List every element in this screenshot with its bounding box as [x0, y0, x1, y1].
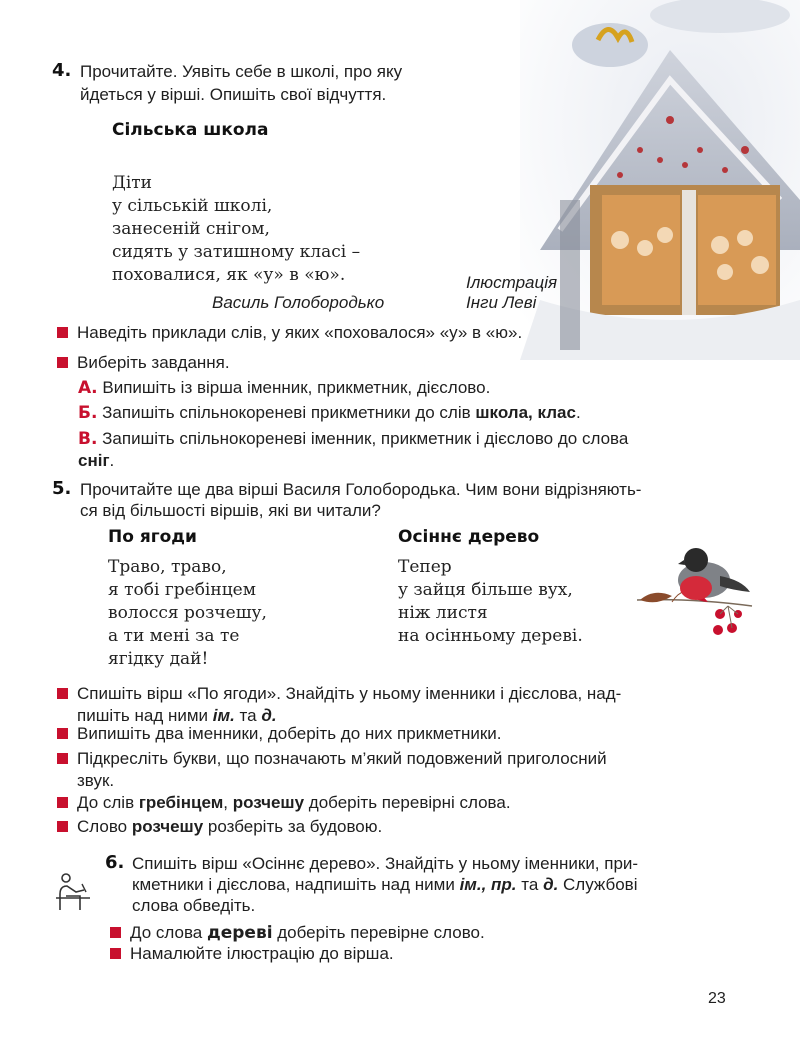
task-4-line-2: йдеться у вірші. Опишіть свої відчуття.	[80, 85, 387, 104]
task-5-bullet-3: Підкресліть букви, що позначають м’який подовжений приголосний звук.	[57, 748, 749, 792]
task-4-bullet-1: Наведіть приклади слів, у яких «поховалося» «у» в «ю».	[57, 322, 522, 344]
task-5-bullet-2: Випишіть два іменники, доберіть до них прикметники.	[57, 723, 502, 745]
poem-2-line-5: ягідку дай!	[108, 649, 209, 669]
task-6-number: 6.	[105, 852, 125, 873]
option-v-letter: В.	[78, 429, 98, 449]
poem-1-line-4: сидять у затишному класі –	[112, 242, 361, 262]
task-4-bullet-2: Виберіть завдання.	[57, 352, 230, 374]
poem-2-line-3: волосся розчешу,	[108, 603, 267, 623]
task-6-line-2: кметники і дієслова, надпишіть над ними ім., пр. та д. Службові	[132, 875, 638, 894]
option-a: А. Випишіть із вірша іменник, прикметник, дієслово.	[78, 378, 491, 398]
poem-1-line-1: Діти	[112, 173, 152, 193]
poem-3-line-4: на осінньому дереві.	[398, 626, 583, 646]
poem-1-author: Василь Голобородько	[212, 293, 385, 312]
poem-1-line-5: поховалися, як «у» в «ю».	[112, 265, 346, 285]
task-4-line-1: Прочитайте. Уявіть себе в школі, про яку	[80, 62, 403, 81]
bullet-marker	[57, 357, 68, 368]
task-6-line-1: Спишіть вірш «Осіннє дерево». Знайдіть у ньому іменники, при-	[132, 854, 639, 873]
option-a-letter: А.	[78, 378, 98, 398]
task-5-bullet-1: Спишіть вірш «По ягоди». Знайдіть у ньому іменники і дієслова, над- пишіть над ними ім. та д.	[57, 683, 749, 727]
option-b-letter: Б.	[78, 403, 98, 423]
option-b: Б. Запишіть спільнокореневі прикметники до слів школа, клас.	[78, 403, 581, 423]
school-illustration	[520, 0, 800, 360]
bullet-marker	[57, 327, 68, 338]
poem-3-line-2: у зайця більше вух,	[398, 580, 573, 600]
poem-2-line-4: а ти мені за те	[108, 626, 240, 646]
option-v: В. Запишіть спільнокореневі іменник, прикметник і дієслово до слова сніг.	[78, 429, 629, 470]
task-5-line-1: Прочитайте ще два вірші Василя Голобородька. Чим вони відрізняють-	[80, 480, 642, 499]
poem-1-title: Сільська школа	[112, 120, 269, 140]
task-6-line-3: слова обведіть.	[132, 896, 256, 915]
task-5-bullet-4: До слів гребінцем, розчешу доберіть перевірні слова.	[57, 792, 511, 814]
illustration-caption-2: Інги Леві	[466, 293, 537, 312]
task-4-number: 4.	[52, 60, 72, 81]
task-6-bullet-1: До слова дереві доберіть перевірне слово.	[110, 922, 485, 944]
bullet-marker	[57, 688, 68, 699]
poem-2-line-1: Траво, траво,	[108, 557, 227, 577]
bullet-marker	[110, 927, 121, 938]
bullet-marker	[57, 797, 68, 808]
task-6-bullet-2: Намалюйте ілюстрацію до вірша.	[110, 943, 394, 965]
bullfinch-illustration	[632, 540, 758, 640]
page-number: 23	[708, 990, 726, 1007]
bullet-marker	[57, 753, 68, 764]
bullet-marker	[57, 821, 68, 832]
task-5-bullet-5: Слово розчешу розберіть за будовою.	[57, 816, 382, 838]
task-5-line-2: ся від більшості віршів, які ви читали?	[80, 501, 381, 520]
bullet-marker	[57, 728, 68, 739]
illustration-caption-1: Ілюстрація	[466, 273, 558, 292]
poem-3-line-1: Тепер	[398, 557, 452, 577]
poem-3-title: Осіннє дерево	[398, 527, 540, 547]
poem-2-title: По ягоди	[108, 527, 197, 547]
task-5-number: 5.	[52, 478, 72, 499]
poem-1-line-2: у сільській школі,	[112, 196, 273, 216]
poem-2-line-2: я тобі гребінцем	[108, 580, 256, 600]
bullet-marker	[110, 948, 121, 959]
poem-1-line-3: занесеній снігом,	[112, 219, 270, 239]
writing-desk-icon	[54, 872, 92, 912]
poem-3-line-3: ніж листя	[398, 603, 488, 623]
